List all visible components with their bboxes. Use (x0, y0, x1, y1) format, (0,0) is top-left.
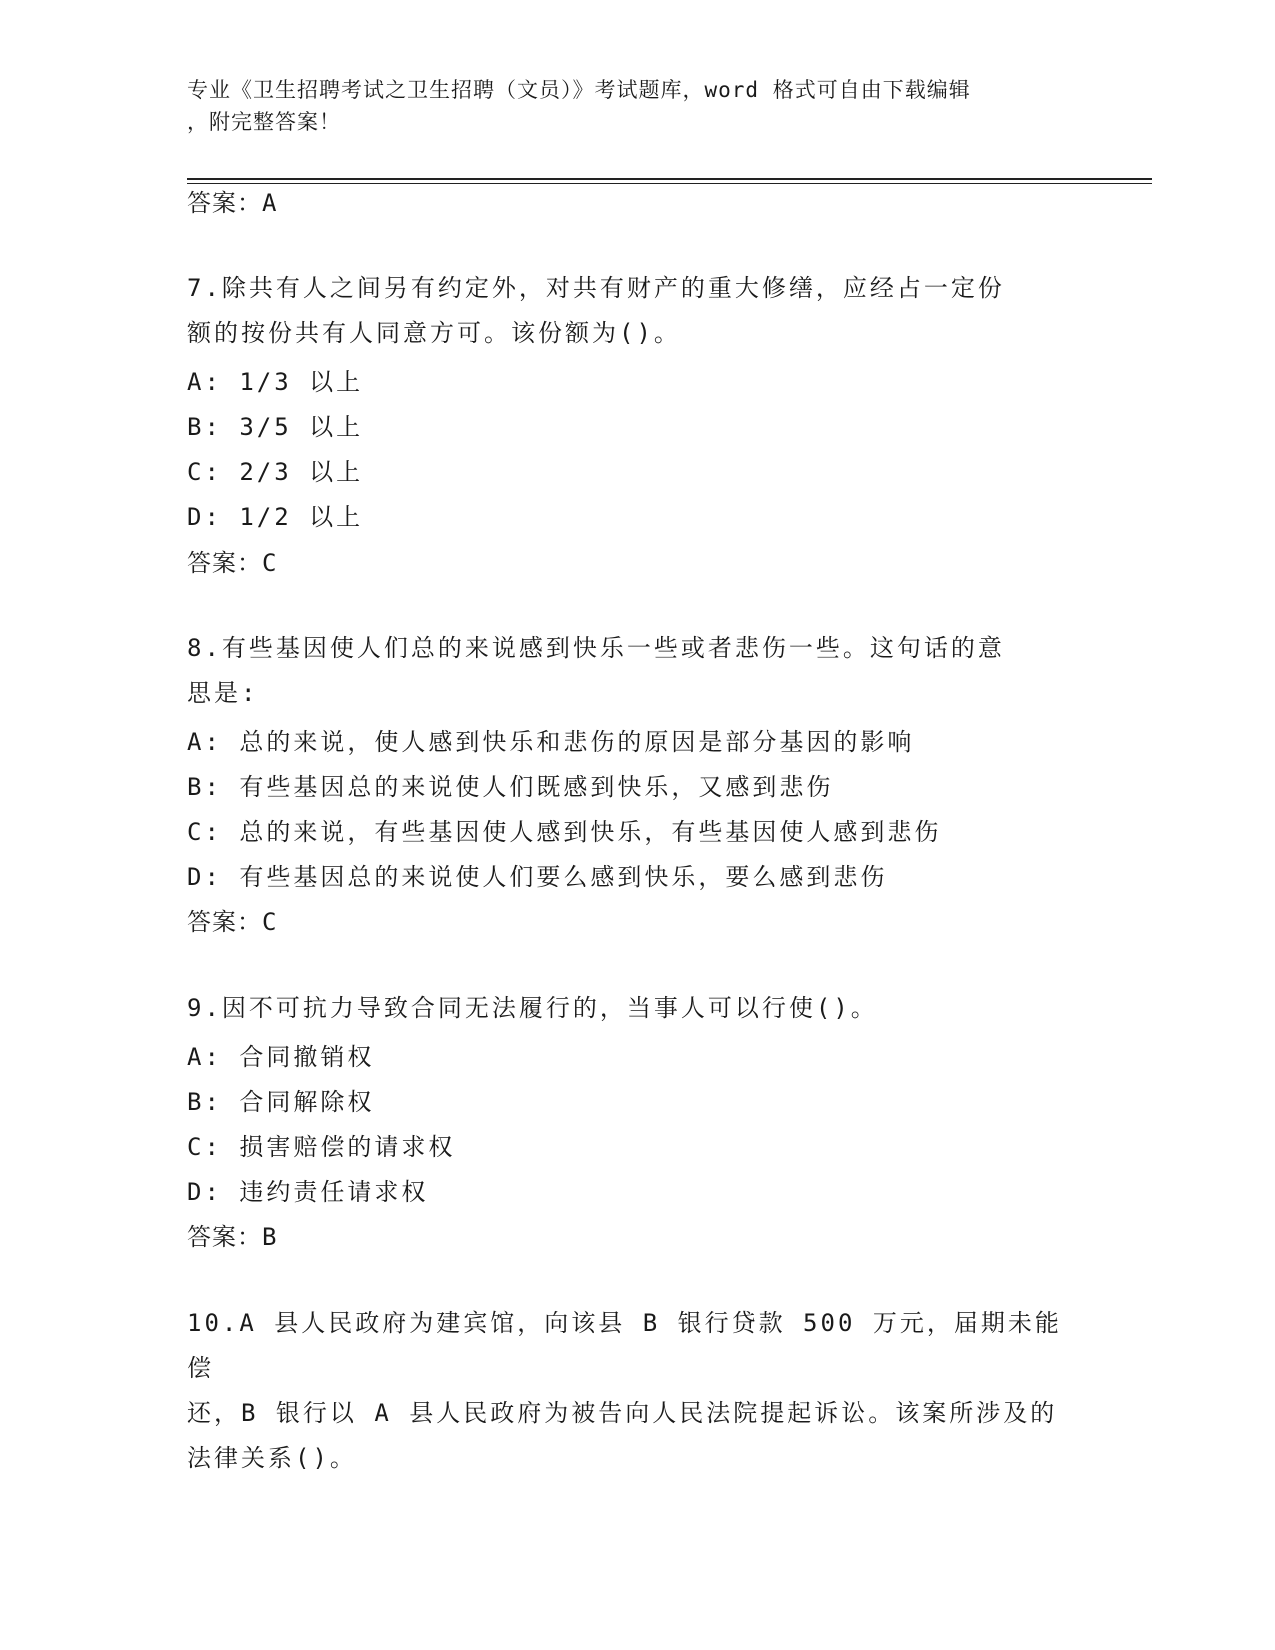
question-9 (187, 986, 1087, 1031)
question-10-line-2: 还，B 银行以 A 县人民政府为被告向人民法院提起诉讼。该案所涉及的 (187, 1399, 1058, 1427)
question-7-option-c: C: 2/3 以上 (187, 458, 364, 486)
question-7-option-d: D: 1/2 以上 (187, 503, 364, 531)
previous-answer: 答案：A (187, 189, 278, 217)
page-header (187, 74, 1067, 138)
header-line-2: ，附完整答案！ (187, 110, 341, 134)
question-8-line-2: 思是: (187, 679, 259, 707)
question-9-answer: 答案：B (187, 1223, 278, 1251)
question-8-option-a: A: 总的来说，使人感到快乐和悲伤的原因是部分基因的影响 (187, 728, 915, 756)
question-8-option-d: D: 有些基因总的来说使人们要么感到快乐，要么感到悲伤 (187, 863, 888, 891)
question-7 (187, 266, 1087, 356)
question-8-option-c: C: 总的来说，有些基因使人感到快乐，有些基因使人感到悲伤 (187, 818, 942, 846)
header-divider-thin (187, 183, 1152, 184)
question-8-answer: 答案：C (187, 908, 278, 936)
question-9-option-a: A: 合同撤销权 (187, 1043, 375, 1071)
question-9-option-b: B: 合同解除权 (187, 1088, 375, 1116)
question-9-option-c: C: 损害赔偿的请求权 (187, 1133, 456, 1161)
question-10 (187, 1301, 1087, 1481)
header-divider-thick (187, 178, 1152, 180)
question-9-line-1: 9.因不可抗力导致合同无法履行的，当事人可以行使()。 (187, 994, 878, 1022)
question-8-option-b: B: 有些基因总的来说使人们既感到快乐，又感到悲伤 (187, 773, 834, 801)
question-7-option-b: B: 3/5 以上 (187, 413, 364, 441)
question-7-answer: 答案：C (187, 549, 278, 577)
question-7-line-2: 额的按份共有人同意方可。该份额为()。 (187, 319, 681, 347)
question-8-line-1: 8.有些基因使人们总的来说感到快乐一些或者悲伤一些。这句话的意 (187, 634, 1005, 662)
question-10-line-3: 法律关系()。 (187, 1444, 357, 1472)
question-10-line-1: 10.A 县人民政府为建宾馆，向该县 B 银行贷款 500 万元，届期未能偿 (187, 1309, 1062, 1382)
question-9-option-d: D: 违约责任请求权 (187, 1178, 429, 1206)
question-7-option-a: A: 1/3 以上 (187, 368, 364, 396)
question-7-line-1: 7.除共有人之间另有约定外，对共有财产的重大修缮，应经占一定份 (187, 274, 1005, 302)
question-8 (187, 626, 1087, 716)
header-line-1: 专业《卫生招聘考试之卫生招聘（文员）》考试题库，word 格式可自由下载编辑 (187, 78, 971, 102)
